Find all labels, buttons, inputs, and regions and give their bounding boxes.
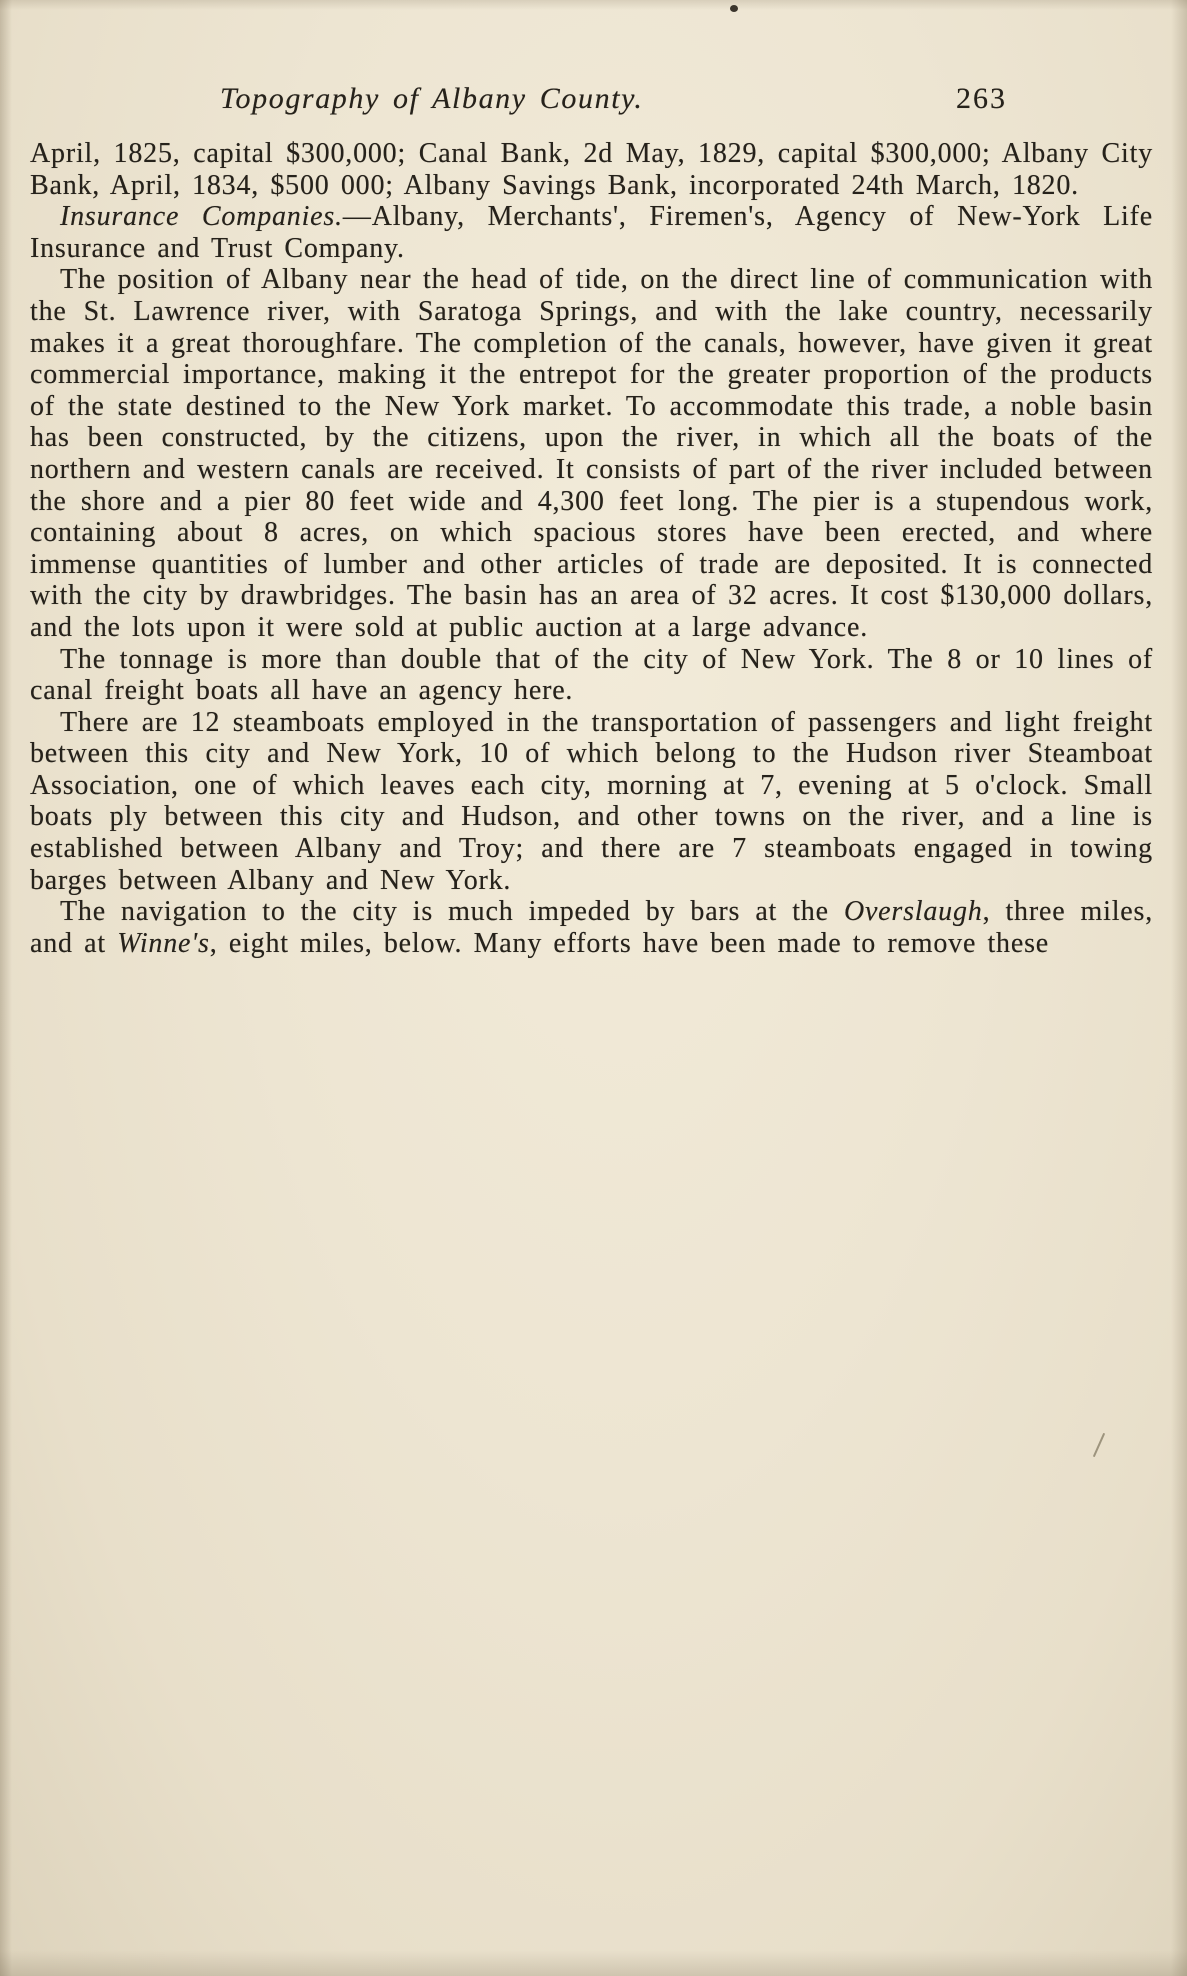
paragraph-steamboats: There are 12 steamboats employed in the transportation of passengers and light freight between this city and New York, 10 of which belong to the Hudson river Steamboat Association, one of which leaves each city, morning at 7, evening at 5 o'clock. Small boats ply between this city and Hudson, and other towns on the river, and a line is established between Albany and Troy; and there are 7 steamboats engaged in towing barges between Albany and New York. bbox=[30, 706, 1153, 896]
paragraph-insurance-rest: —Albany, Merchants', Firemen's, Agency of New-York Life Insurance and Trust Company. bbox=[30, 201, 1153, 264]
navigation-seg3: , eight miles, below. Many efforts have been made to remove these bbox=[209, 927, 1050, 959]
running-title: Topography of Albany County. bbox=[220, 82, 644, 115]
paragraph-tonnage: The tonnage is more than double that of the city of New York. The 8 or 10 lines of canal freight boats all have an agency here. bbox=[30, 643, 1153, 707]
paragraph-position: The position of Albany near the head of tide, on the direct line of communication with the St. Lawrence river, with Saratoga Springs, and with the lake country, necessarily makes it a great thoroughfare. The completion of the canals, however, have given it great commercial importance, making it the entrepot for the greater proportion of the products of the state destined to the New York market. To accommodate this trade, a noble basin has been constructed, by the citizens, upon the river, in which all the boats of the northern and western canals are received. It consists of part of the river included between the shore and a pier 80 feet wide and 4,300 feet long. The pier is a stupendous work, containing about 8 acres, on which spacious stores have been erected, and where immense quantities of lumber and other articles of trade are deposited. It is connected with the city by drawbridges. The basin has an area of 32 acres. It cost $130,000 dollars, and the lots upon it were sold at public auction at a large advance. bbox=[30, 264, 1153, 643]
paragraph-insurance bbox=[30, 201, 1153, 264]
paragraph-banks: April, 1825, capital $300,000; Canal Bank, 2d May, 1829, capital $300,000; Albany City Bank, April, 1834, $500 000; Albany Savings Bank, incorporated 24th March, 1820. bbox=[30, 138, 1153, 201]
navigation-seg2: , three miles, and at bbox=[30, 896, 1153, 959]
page-body bbox=[30, 138, 1153, 959]
scan-speck bbox=[1093, 1433, 1105, 1458]
page-number: 263 bbox=[956, 82, 1007, 115]
insurance-companies-italic: Insurance Companies. bbox=[60, 201, 343, 233]
scan-edge-bottom bbox=[0, 1950, 1187, 1976]
scan-speck bbox=[730, 5, 738, 12]
page-header bbox=[30, 82, 1157, 124]
scan-edge-top bbox=[0, 0, 1187, 10]
scan-edge-left bbox=[0, 0, 12, 1976]
paragraph-navigation bbox=[30, 896, 1153, 959]
scan-edge-right bbox=[1171, 0, 1187, 1976]
overslaugh-italic: Overslaugh bbox=[843, 896, 983, 928]
winnes-italic: Winne's bbox=[117, 927, 210, 959]
navigation-seg1: The navigation to the city is much impeded by bars at the bbox=[60, 896, 844, 928]
